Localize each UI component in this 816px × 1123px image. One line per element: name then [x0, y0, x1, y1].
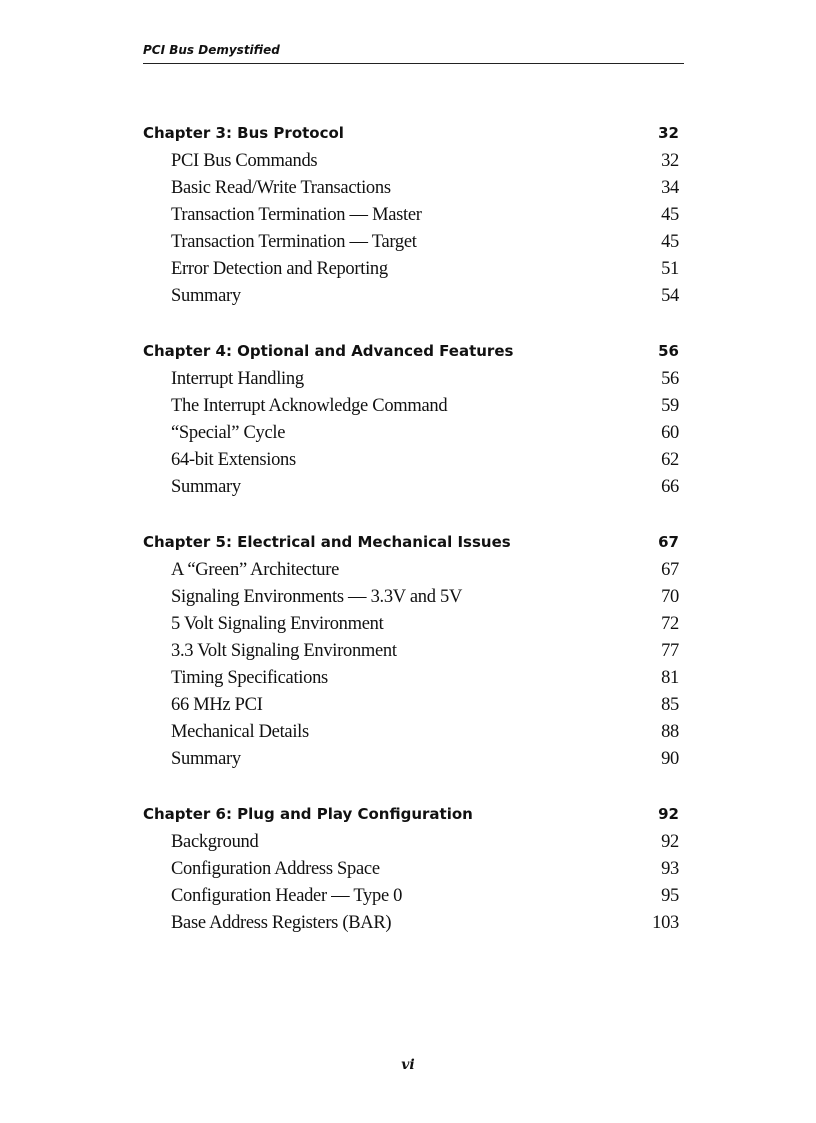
- toc-entry[interactable]: [171, 151, 679, 178]
- chapter-page-number: 32: [658, 124, 679, 142]
- entry-title: 5 Volt Signaling Environment: [171, 614, 384, 634]
- chapter-title: Chapter 5: Electrical and Mechanical Issues: [143, 533, 511, 551]
- entry-title: Summary: [171, 477, 241, 497]
- entry-title: Basic Read/Write Transactions: [171, 178, 391, 198]
- entry-title: Mechanical Details: [171, 722, 309, 742]
- entry-page-number: 66: [661, 477, 679, 497]
- entry-page-number: 103: [652, 913, 679, 933]
- chapter-title: Chapter 3: Bus Protocol: [143, 124, 344, 142]
- toc-entry[interactable]: [171, 695, 679, 722]
- toc-entry[interactable]: [171, 859, 679, 886]
- toc-entry[interactable]: [171, 232, 679, 259]
- chapter-heading[interactable]: [143, 342, 679, 366]
- chapter-section: [143, 533, 679, 776]
- toc-entry[interactable]: [171, 286, 679, 313]
- entry-page-number: 45: [661, 205, 679, 225]
- entry-page-number: 62: [661, 450, 679, 470]
- toc-entry[interactable]: [171, 369, 679, 396]
- chapter-page-number: 67: [658, 533, 679, 551]
- entry-title: 66 MHz PCI: [171, 695, 263, 715]
- chapter-page-number: 56: [658, 342, 679, 360]
- toc-entry[interactable]: [171, 477, 679, 504]
- entry-title: Signaling Environments — 3.3V and 5V: [171, 587, 463, 607]
- toc-entry[interactable]: [171, 587, 679, 614]
- entry-title: Transaction Termination — Target: [171, 232, 417, 252]
- entry-title: Configuration Header — Type 0: [171, 886, 403, 906]
- entry-title: Configuration Address Space: [171, 859, 380, 879]
- entry-title: Transaction Termination — Master: [171, 205, 422, 225]
- entry-page-number: 92: [661, 832, 679, 852]
- chapter-heading[interactable]: [143, 533, 679, 557]
- entry-title: PCI Bus Commands: [171, 151, 318, 171]
- toc-entry[interactable]: [171, 450, 679, 477]
- toc-entry[interactable]: [171, 205, 679, 232]
- chapter-heading[interactable]: [143, 124, 679, 148]
- entry-page-number: 95: [661, 886, 679, 906]
- toc-entry[interactable]: [171, 259, 679, 286]
- entry-page-number: 93: [661, 859, 679, 879]
- entry-page-number: 77: [661, 641, 679, 661]
- chapter-section: [143, 342, 679, 504]
- chapter-section: [143, 124, 679, 313]
- entry-title: Summary: [171, 749, 241, 769]
- entry-title: Error Detection and Reporting: [171, 259, 388, 279]
- entry-page-number: 34: [661, 178, 679, 198]
- entry-title: 64-bit Extensions: [171, 450, 296, 470]
- entry-title: 3.3 Volt Signaling Environment: [171, 641, 397, 661]
- toc-entry[interactable]: [171, 560, 679, 587]
- entry-page-number: 32: [661, 151, 679, 171]
- entry-title: Base Address Registers (BAR): [171, 913, 392, 933]
- entry-title: The Interrupt Acknowledge Command: [171, 396, 448, 416]
- entry-title: A “Green” Architecture: [171, 560, 340, 580]
- entry-page-number: 54: [661, 286, 679, 306]
- entry-title: Background: [171, 832, 259, 852]
- entry-page-number: 51: [661, 259, 679, 279]
- toc-entry[interactable]: [171, 641, 679, 668]
- entry-page-number: 90: [661, 749, 679, 769]
- toc-entry[interactable]: [171, 423, 679, 450]
- chapter-section: [143, 805, 679, 940]
- toc-entry[interactable]: [171, 886, 679, 913]
- toc-entry[interactable]: [171, 178, 679, 205]
- toc-entry[interactable]: [171, 614, 679, 641]
- page-number: vi: [401, 1057, 415, 1073]
- toc-entry[interactable]: [171, 396, 679, 423]
- toc-entry[interactable]: [171, 722, 679, 749]
- entry-page-number: 72: [661, 614, 679, 634]
- toc-entry[interactable]: [171, 832, 679, 859]
- entry-title: Interrupt Handling: [171, 369, 304, 389]
- toc-entry[interactable]: [171, 668, 679, 695]
- entry-page-number: 70: [661, 587, 679, 607]
- running-head: PCI Bus Demystified: [143, 42, 684, 64]
- entry-page-number: 45: [661, 232, 679, 252]
- chapter-title: Chapter 6: Plug and Play Configuration: [143, 805, 473, 823]
- entry-page-number: 59: [661, 396, 679, 416]
- entry-page-number: 67: [661, 560, 679, 580]
- entry-page-number: 60: [661, 423, 679, 443]
- entry-title: “Special” Cycle: [171, 423, 286, 443]
- entry-page-number: 56: [661, 369, 679, 389]
- entry-page-number: 88: [661, 722, 679, 742]
- table-of-contents: [143, 124, 679, 969]
- entry-title: Summary: [171, 286, 241, 306]
- entry-title: Timing Specifications: [171, 668, 328, 688]
- entry-page-number: 85: [661, 695, 679, 715]
- toc-entry[interactable]: [171, 749, 679, 776]
- chapter-title: Chapter 4: Optional and Advanced Features: [143, 342, 514, 360]
- entry-page-number: 81: [661, 668, 679, 688]
- chapter-heading[interactable]: [143, 805, 679, 829]
- chapter-page-number: 92: [658, 805, 679, 823]
- toc-entry[interactable]: [171, 913, 679, 940]
